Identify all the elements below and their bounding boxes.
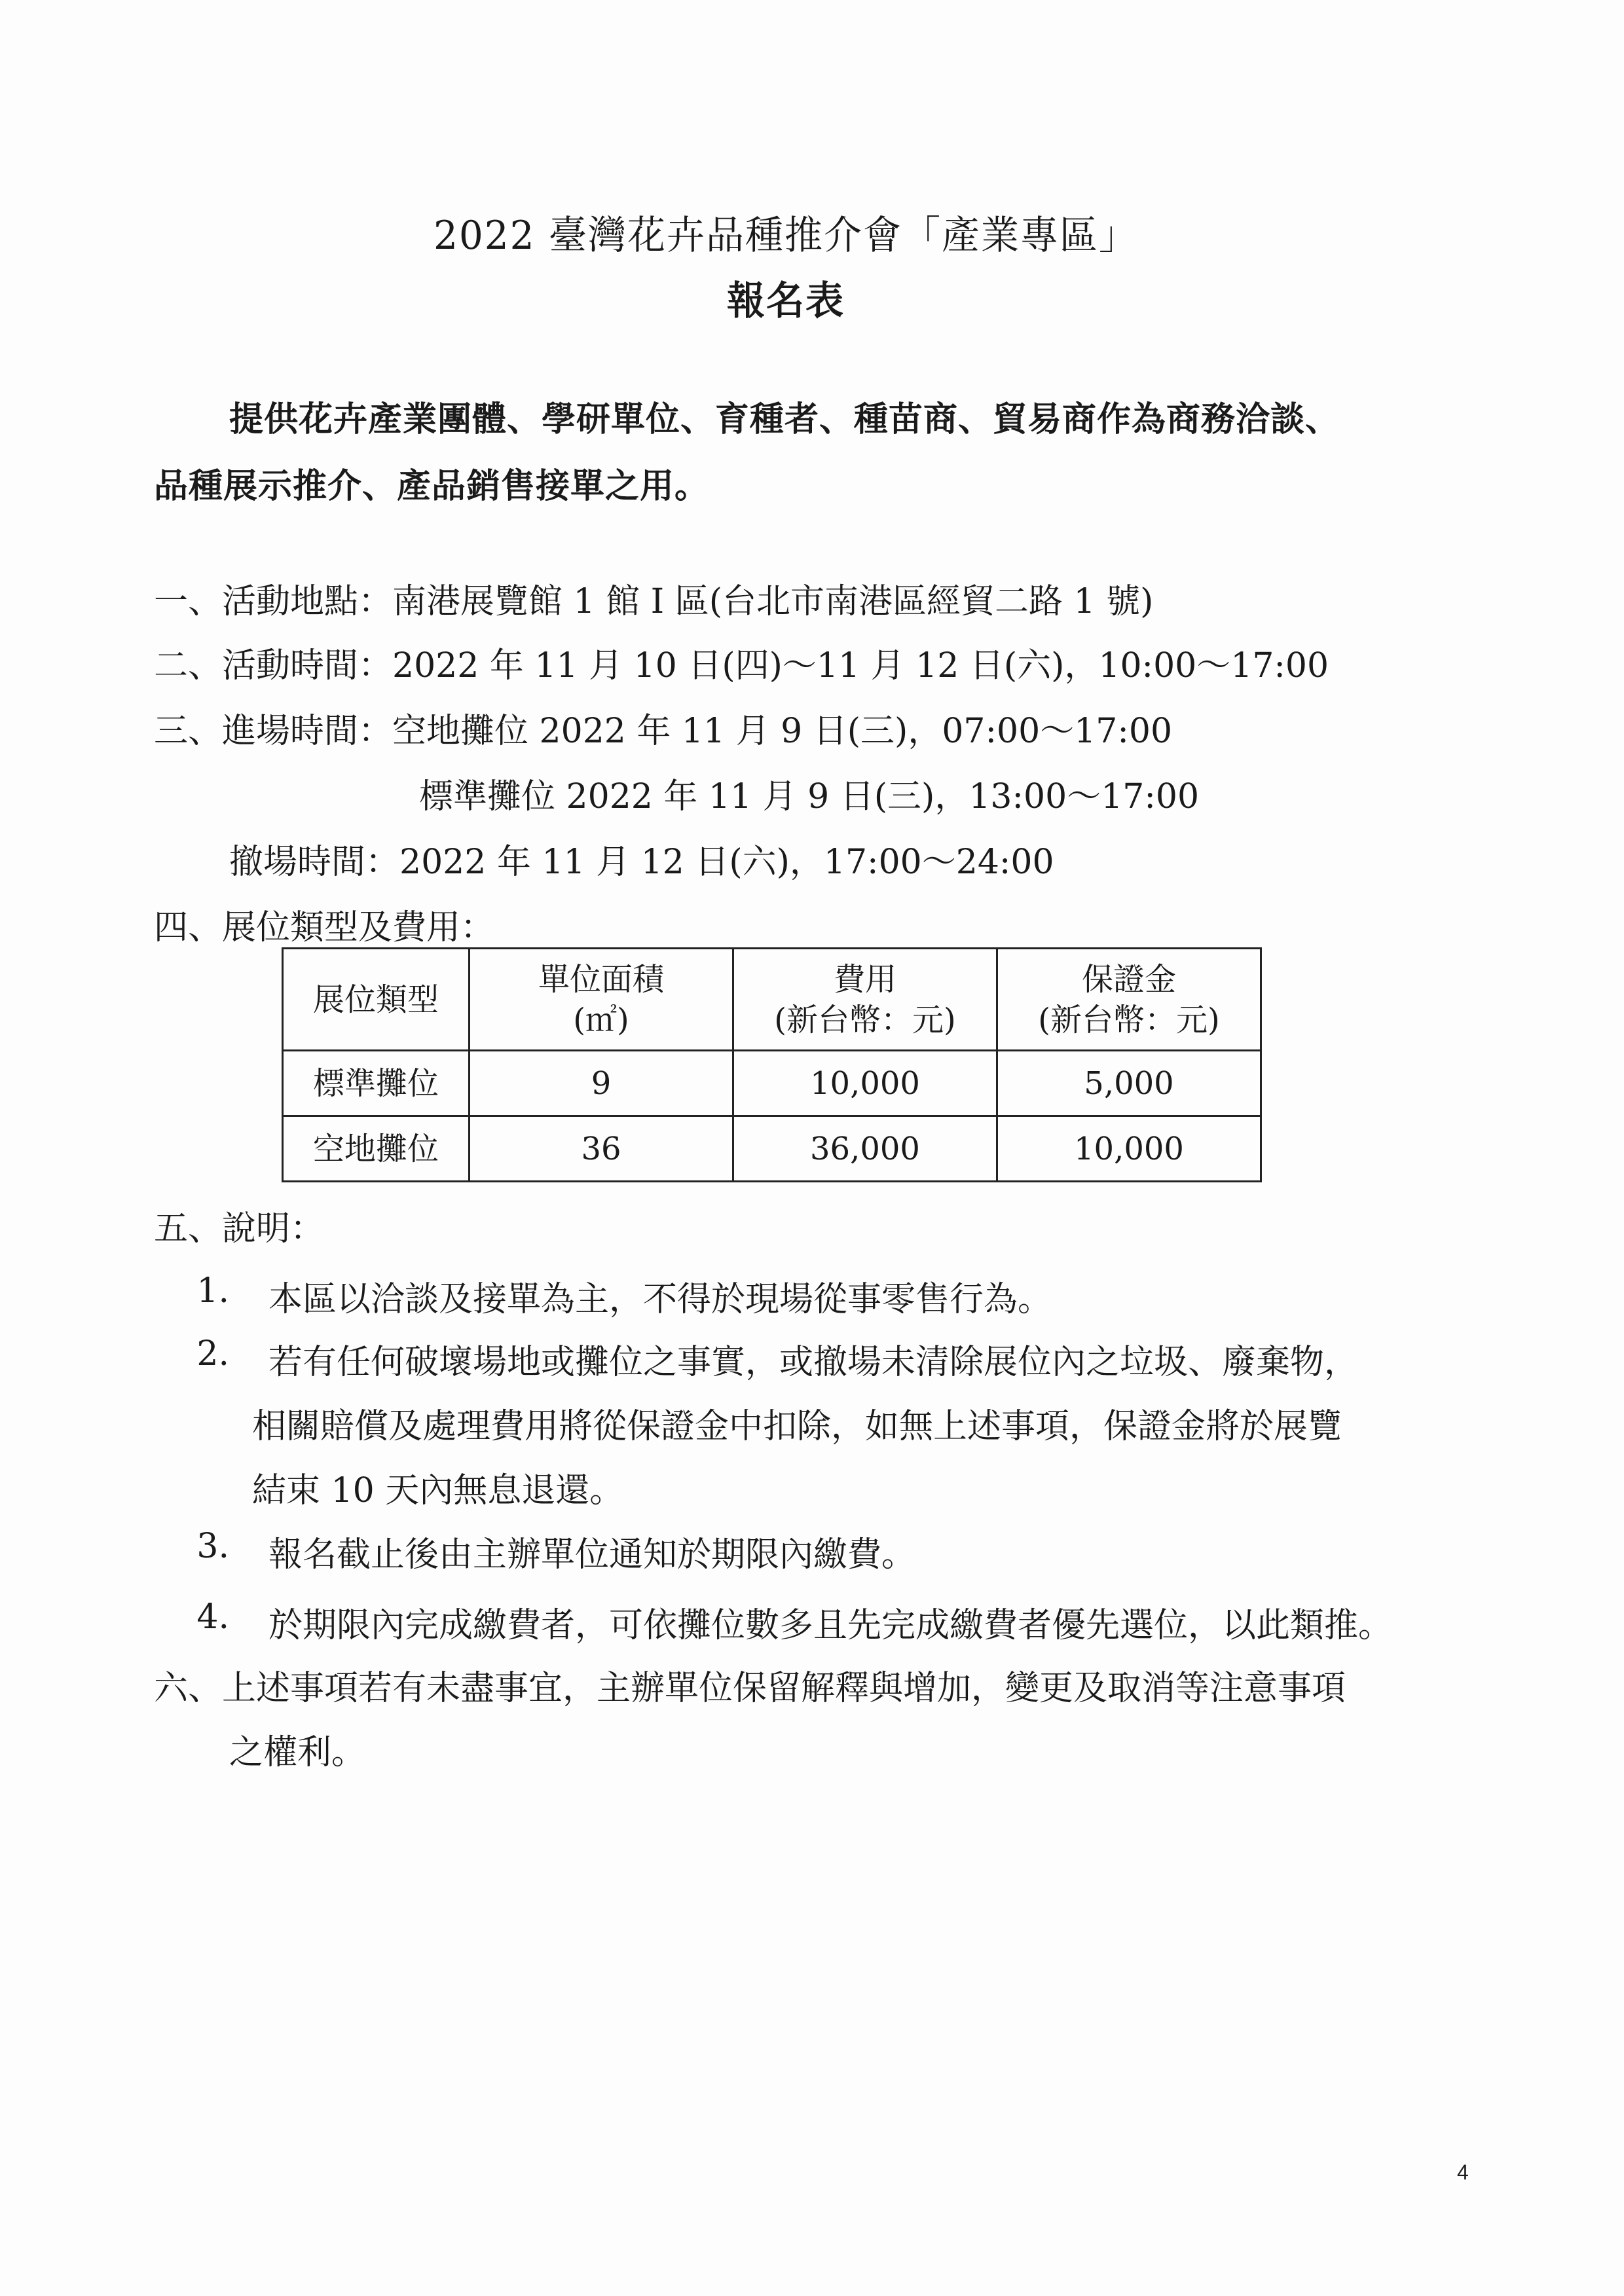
table-header-cell: 展位類型 bbox=[283, 949, 470, 1051]
item-exit-time: 撤場時間：2022 年 11 月 12 日(六)，17:00～24:00 bbox=[229, 843, 1054, 882]
table-cell: 標準攤位 bbox=[283, 1051, 470, 1116]
note-2-line-2: 相關賠償及處理費用將從保證金中扣除，如無上述事項，保證金將於展覽 bbox=[252, 1407, 1342, 1446]
item-six-line-2: 之權利。 bbox=[229, 1733, 366, 1772]
note-2-number: 2. bbox=[196, 1334, 229, 1374]
note-2-line-3: 結束 10 天內無息退還。 bbox=[252, 1471, 624, 1510]
table-row bbox=[283, 1051, 1261, 1116]
note-1-number: 1. bbox=[196, 1271, 229, 1311]
table-cell: 空地攤位 bbox=[283, 1116, 470, 1182]
table-header-row bbox=[283, 949, 1261, 1051]
table-header-cell: 保證金 (新台幣：元) bbox=[997, 949, 1261, 1051]
table-cell: 10,000 bbox=[733, 1051, 997, 1116]
document-title: 2022 臺灣花卉品種推介會「產業專區」 bbox=[434, 213, 1138, 259]
table-cell: 10,000 bbox=[997, 1116, 1261, 1182]
note-1: 本區以洽談及接單為主，不得於現場從事零售行為。 bbox=[268, 1280, 1052, 1319]
note-3-number: 3. bbox=[196, 1527, 229, 1566]
intro-line-2: 品種展示推介、產品銷售接單之用。 bbox=[154, 466, 710, 506]
item-six-line-1: 六、上述事項若有未盡事宜，主辦單位保留解釋與增加，變更及取消等注意事項 bbox=[154, 1669, 1346, 1708]
table-cell: 36 bbox=[470, 1116, 733, 1182]
intro-line-1: 提供花卉產業團體、學研單位、育種者、種苗商、貿易商作為商務洽談、 bbox=[229, 399, 1340, 439]
item-entry-time-standard: 標準攤位 2022 年 11 月 9 日(三)，13:00～17:00 bbox=[419, 777, 1200, 816]
item-time: 二、活動時間：2022 年 11 月 10 日(四)～11 月 12 日(六)，10:00～17:00 bbox=[154, 646, 1329, 685]
table-cell: 36,000 bbox=[733, 1116, 997, 1182]
table-header-cell: 單位面積 (㎡) bbox=[470, 949, 733, 1051]
note-3: 報名截止後由主辦單位通知於期限內繳費。 bbox=[268, 1535, 916, 1575]
item-location: 一、活動地點：南港展覽館 1 館 I 區(台北市南港區經貿二路 1 號) bbox=[154, 582, 1154, 621]
note-4-number: 4. bbox=[196, 1597, 229, 1637]
notes-heading: 五、說明： bbox=[154, 1209, 325, 1248]
table-row bbox=[283, 1116, 1261, 1182]
note-2-line-1: 若有任何破壞場地或攤位之事實，或撤場未清除展位內之垃圾、廢棄物， bbox=[268, 1343, 1359, 1382]
table-cell: 9 bbox=[470, 1051, 733, 1116]
note-4: 於期限內完成繳費者，可依攤位數多且先完成繳費者優先選位，以此類推。 bbox=[268, 1606, 1393, 1645]
item-entry-time: 三、進場時間：空地攤位 2022 年 11 月 9 日(三)，07:00～17:00 bbox=[154, 712, 1173, 751]
table-cell: 5,000 bbox=[997, 1051, 1261, 1116]
fee-table bbox=[282, 947, 1262, 1182]
item-booth-types: 四、展位類型及費用： bbox=[154, 908, 495, 947]
document-subtitle: 報名表 bbox=[727, 278, 845, 324]
table-header-cell: 費用 (新台幣：元) bbox=[733, 949, 997, 1051]
page-number: 4 bbox=[1457, 2160, 1469, 2184]
